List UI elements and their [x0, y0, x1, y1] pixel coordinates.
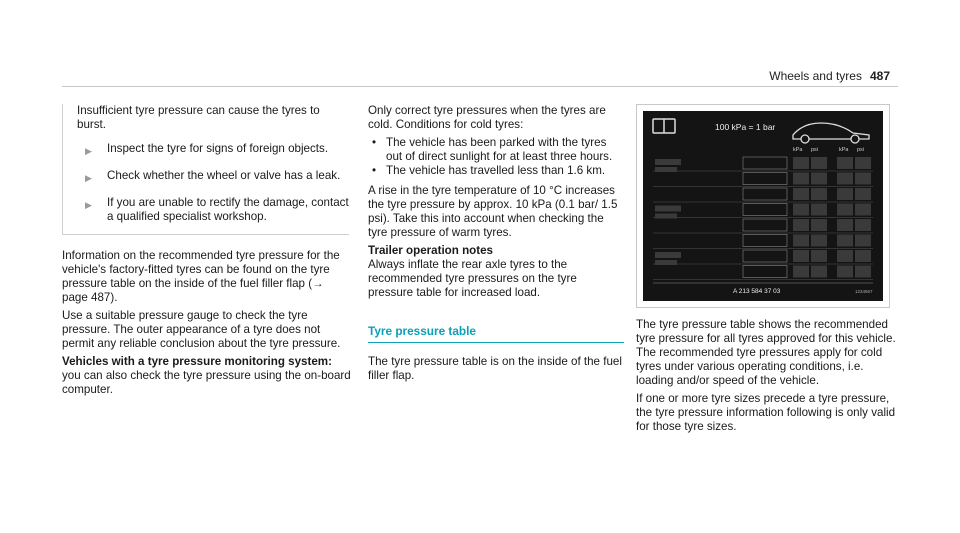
header-divider [62, 86, 898, 87]
warning-intro: Insufficient tyre pressure can cause the tyres to burst. [77, 104, 320, 131]
pressure-cell [837, 235, 853, 247]
placard-graphic [643, 111, 883, 301]
load-icon [743, 235, 787, 247]
pressure-cell [811, 219, 827, 231]
gauge-paragraph: Use a suitable pressure gauge to check the tyre pressure. The outer appearance of a tyre does not permit any reliable conclusion about the tyre pressure. [62, 309, 341, 350]
warning-box [62, 104, 349, 235]
section-name: Wheels and tyres [769, 69, 862, 83]
load-icon [743, 266, 787, 278]
table-description: The tyre pressure table shows the recommended tyre pressure for all tyres approved for this vehicle. The recommended tyre pressures apply for cold tyres under various operating conditions, i.e. loading and/or speed of the vehicle. [636, 318, 896, 387]
tyre-size-label [655, 206, 681, 212]
part-number: A 213 584 37 03 [733, 288, 781, 295]
running-header [769, 69, 890, 83]
tyre-size-label [655, 214, 677, 219]
pressure-cell [811, 250, 827, 262]
pressure-cell [855, 173, 871, 185]
info-paragraph: Information on the recommended tyre pressure for the vehicle's factory-fitted tyres can be found on the tyre pressure table on the inside of the fuel filler flap (→ page 487). [62, 249, 340, 304]
pressure-cell [811, 173, 827, 185]
load-icon [743, 219, 787, 231]
load-icon [743, 188, 787, 200]
pressure-cell [793, 266, 809, 278]
tyre-size-label [655, 159, 681, 165]
pressure-cell [793, 219, 809, 231]
temperature-paragraph: A rise in the tyre temperature of 10 °C increases the tyre pressure by approx. 10 kPa (0.1 bar/ 1.5 psi). Take this into account when checking the tyre pressure of warm tyres. [368, 184, 618, 239]
cold-tyres-intro: Only correct tyre pressures when the tyres are cold. Conditions for cold tyres: [368, 104, 606, 131]
pressure-cell [793, 235, 809, 247]
list-item: • The vehicle has travelled less than 1.6 km. [372, 164, 606, 177]
tyre-size-note: If one or more tyre sizes precede a tyre pressure, the tyre pressure information following is only valid for those tyre sizes. [636, 392, 896, 433]
placard-rows [653, 157, 873, 280]
list-item: • The vehicle has been parked with the tyres out of direct sunlight for at least three hours. [372, 136, 613, 163]
pressure-cell [855, 250, 871, 262]
warning-bullet: ▶ Check whether the wheel or valve has a leak. [77, 169, 349, 185]
tyre-size-label [655, 260, 677, 265]
pressure-cell [855, 235, 871, 247]
pressure-cell [811, 188, 827, 200]
car-silhouette-icon [793, 123, 869, 143]
tyre-pressure-placard [643, 111, 883, 301]
tyre-pressure-table-figure [636, 104, 890, 308]
section-title: Tyre pressure table [368, 324, 624, 343]
pressure-cell [837, 157, 853, 169]
pressure-cell [811, 235, 827, 247]
page-number: 487 [869, 69, 890, 83]
pressure-cell [837, 219, 853, 231]
pressure-cell [793, 157, 809, 169]
load-icon [743, 157, 787, 169]
trailer-paragraph: Always inflate the rear axle tyres to the recommended tyre pressures on the tyre pressure table for increased load. [368, 258, 577, 299]
triangle-bullet-icon: ▶ [85, 146, 92, 156]
column-left [62, 104, 352, 401]
warning-bullet: ▶ Inspect the tyre for signs of foreign objects. [77, 142, 349, 158]
table-location-paragraph: The tyre pressure table is on the inside of the fuel filler flap. [368, 355, 622, 382]
load-icon [743, 250, 787, 262]
tyre-size-label [655, 167, 677, 172]
trailer-heading: Trailer operation notes [368, 244, 493, 257]
triangle-bullet-icon: ▶ [85, 200, 92, 210]
pressure-cell [837, 250, 853, 262]
triangle-bullet-icon: ▶ [85, 173, 92, 183]
pressure-cell [855, 219, 871, 231]
svg-text:kPa: kPa [793, 147, 803, 153]
svg-text:psi: psi [857, 147, 865, 153]
pressure-cell [837, 188, 853, 200]
pressure-cell [793, 204, 809, 216]
load-icon [743, 173, 787, 185]
svg-text:psi: psi [811, 147, 819, 153]
unit-note: 100 kPa = 1 bar [715, 122, 776, 132]
pressure-cell [837, 266, 853, 278]
pressure-cell [793, 188, 809, 200]
pressure-cell [793, 173, 809, 185]
placard-code: 1234567 [855, 289, 873, 294]
warning-bullet: ▶ If you are unable to rectify the damage, contact a qualified specialist workshop. [77, 196, 349, 224]
tpms-paragraph: Vehicles with a tyre pressure monitoring system: you can also check the tyre pressure using the on-board computer. [62, 355, 351, 396]
pressure-cell [793, 250, 809, 262]
pressure-cell [855, 204, 871, 216]
column-middle [368, 104, 624, 387]
conditions-list [368, 136, 624, 178]
pressure-cell [855, 266, 871, 278]
column-right [636, 104, 898, 438]
pressure-cell [855, 157, 871, 169]
manual-book-icon [653, 119, 675, 133]
pressure-cell [811, 204, 827, 216]
pressure-cell [837, 173, 853, 185]
svg-text:kPa: kPa [839, 147, 849, 153]
pressure-cell [811, 266, 827, 278]
tyre-size-label [655, 252, 681, 258]
pressure-cell [811, 157, 827, 169]
load-icon [743, 204, 787, 216]
pressure-cell [855, 188, 871, 200]
pressure-cell [837, 204, 853, 216]
